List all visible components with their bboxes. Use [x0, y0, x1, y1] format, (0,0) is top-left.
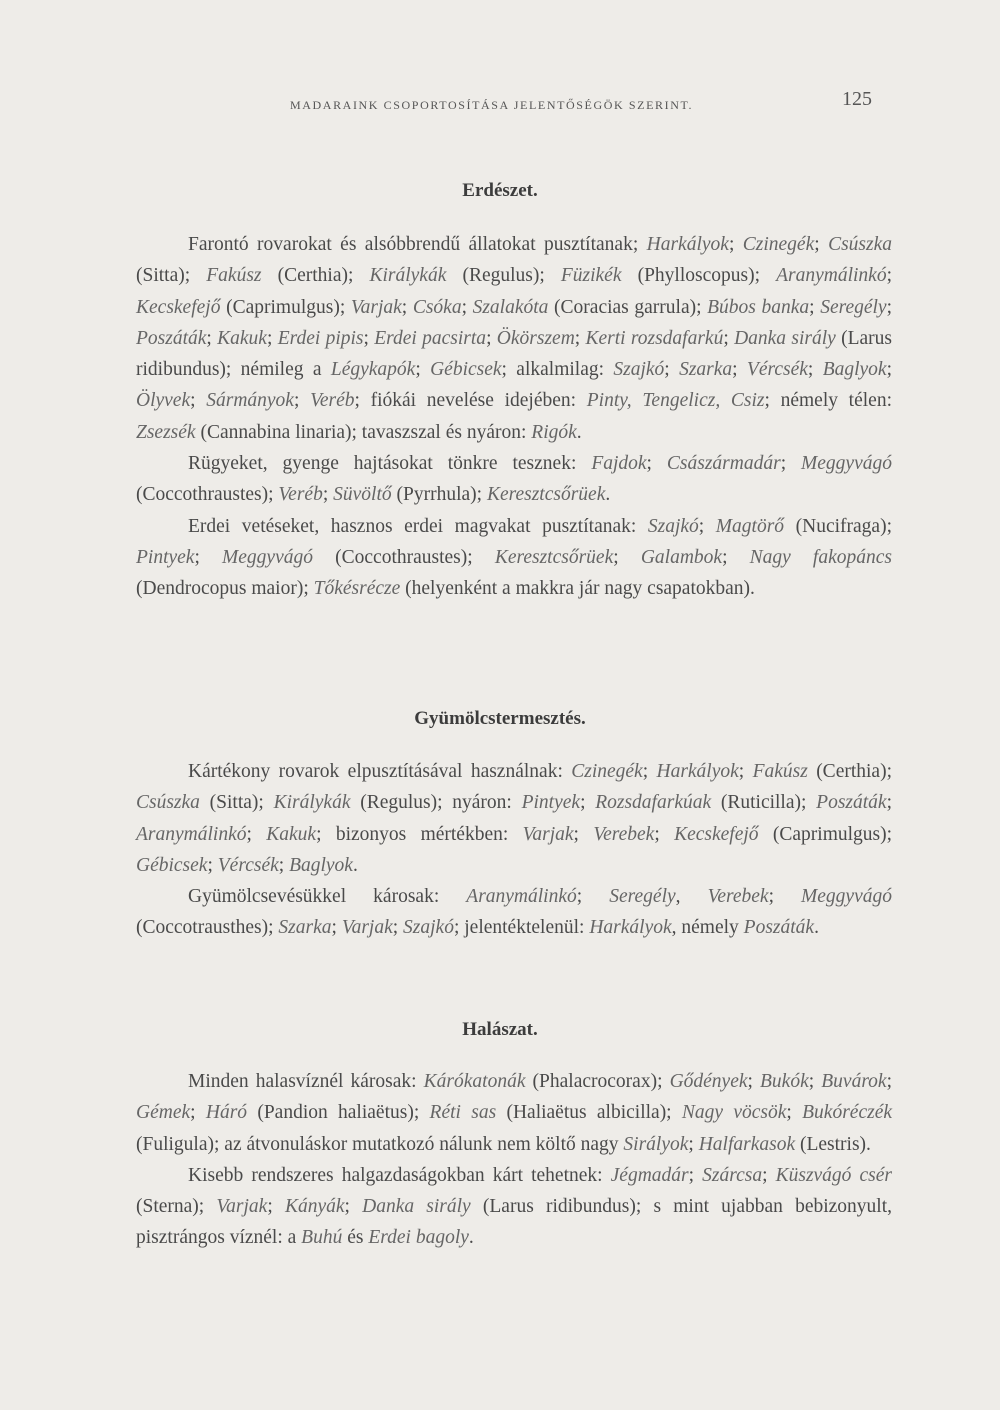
body-text: (Ruticilla);: [711, 792, 817, 814]
species-name: Poszáták: [743, 917, 815, 939]
body-text: Kisebb rendszeres halgazdaságokban kárt tehetnek:: [188, 1164, 611, 1186]
species-name: Pinty, Tengelicz, Csiz: [586, 390, 765, 412]
section-heading-erdeszet: Erdészet.: [462, 180, 538, 201]
body-text: Rügyeket, gyenge hajtásokat tönkre tesznek:: [188, 453, 592, 475]
body-text: ;: [363, 327, 375, 349]
species-name: Czinegék: [571, 761, 643, 782]
species-name: Keresztcsőrüek: [486, 484, 606, 506]
species-name: Nagy fakopáncs: [749, 546, 892, 568]
body-text: Minden halasvíznél károsak:: [188, 1071, 424, 1092]
body-text: (Pandion haliaëtus);: [247, 1102, 430, 1124]
body-text: (Coccothraustes);: [136, 484, 279, 506]
species-name: Bukók: [760, 1071, 809, 1092]
species-name: Háró: [205, 1102, 248, 1124]
species-name: Rozsdafarkúak: [595, 792, 712, 814]
body-text: ;: [664, 359, 680, 381]
species-name: Vércsék: [746, 359, 808, 381]
body-text: ;: [814, 234, 829, 255]
body-text: ;: [688, 1164, 703, 1186]
body-text: ,: [675, 886, 708, 908]
body-text: ;: [293, 390, 311, 412]
body-text: ;: [278, 854, 290, 876]
species-name: Vércsék: [217, 854, 279, 876]
body-text: ;: [322, 484, 334, 506]
species-name: Fajdok: [591, 453, 647, 475]
species-name: Halfarkasok: [698, 1133, 796, 1155]
species-name: Buhú: [301, 1227, 343, 1249]
body-text: ;: [780, 453, 802, 475]
species-name: Csúszka: [136, 792, 200, 814]
species-name: Verebek: [707, 886, 769, 908]
body-text: (Larus ridibundus); s mint ujabban bebizonyult, pisztrángos víznél: a: [136, 1196, 893, 1249]
body-text: ;: [768, 886, 802, 908]
body-text: ;: [886, 1071, 893, 1092]
body-text: ;: [886, 792, 893, 814]
species-name: Rigók: [531, 421, 577, 443]
species-name: Varjak: [522, 823, 574, 845]
section-heading-halaszat: Halászat.: [462, 1019, 538, 1040]
species-name: Varjak: [341, 917, 393, 939]
body-text: ;: [747, 1071, 761, 1092]
species-name: Poszáták: [816, 792, 887, 814]
species-name: Kányák: [284, 1196, 345, 1218]
species-name: Sármányok: [206, 390, 294, 412]
species-name: Keresztcsőrüek: [494, 546, 614, 568]
body-text: .: [814, 917, 819, 939]
species-name: Seregély: [820, 296, 887, 318]
body-text: ; jelentéktelenül:: [453, 917, 590, 939]
species-name: Buvárok: [821, 1071, 887, 1092]
body-text: ;: [574, 327, 586, 349]
body-text: (Certhia);: [807, 761, 892, 782]
species-name: Poszáták: [136, 327, 207, 349]
species-name: Harkályok: [656, 761, 739, 782]
species-name: Nagy vöcsök: [681, 1102, 787, 1124]
species-name: Zsezsék: [136, 421, 196, 443]
body-text: (Certhia);: [261, 265, 370, 287]
body-text: (Haliaëtus albicilla);: [496, 1102, 682, 1124]
species-name: Pintyek: [136, 546, 195, 568]
paragraph: [136, 229, 892, 448]
body-text: (Caprimulgus);: [220, 296, 351, 318]
species-name: Légykapók: [330, 359, 416, 381]
body-text: ;: [762, 1164, 776, 1186]
species-name: Szarka: [278, 917, 332, 939]
body-text: ;: [206, 327, 218, 349]
body-text: ;: [646, 453, 667, 475]
body-text: (Regulus);: [446, 265, 561, 287]
body-text: ;: [392, 917, 404, 939]
species-name: Kárókatonák: [423, 1071, 526, 1092]
species-name: Kerti rozsdafarkú: [585, 327, 724, 349]
body-text: (Sitta);: [199, 792, 274, 814]
paragraph: [136, 881, 892, 944]
body-text: ;: [415, 359, 431, 381]
body-text: ;: [246, 823, 267, 845]
body-text: ; alkalmilag:: [501, 359, 614, 381]
species-name: Kakuk: [217, 327, 267, 349]
species-name: Erdei pacsirta: [374, 327, 487, 349]
body-text: ;: [654, 823, 675, 845]
species-name: Sirályok: [623, 1133, 689, 1155]
species-name: Füzikék: [560, 265, 622, 287]
species-name: Gébicsek: [136, 854, 208, 876]
species-name: Seregély: [609, 886, 676, 908]
body-text: ;: [190, 390, 207, 412]
body-text: Farontó rovarokat és alsóbbrendű állatokat pusztítanak;: [188, 234, 647, 255]
body-text: (Larus ridibundus); némileg a: [136, 327, 892, 381]
body-text: ;: [886, 265, 892, 287]
body-text: (Coccotrausthes);: [136, 917, 279, 939]
body-text: ;: [266, 327, 278, 349]
species-name: Csóka: [412, 296, 462, 318]
body-text: (Phylloscopus);: [621, 265, 777, 287]
section-body-erdeszet: [136, 229, 892, 605]
body-text: ;: [786, 1102, 803, 1124]
species-name: Erdei bagoly: [368, 1227, 469, 1249]
species-name: Ölyvek: [136, 390, 191, 412]
body-text: (Nucifraga);: [784, 515, 892, 537]
body-text: ;: [190, 1102, 206, 1124]
body-text: (Phalacrocorax);: [525, 1071, 670, 1092]
body-text: Erdei vetéseket, hasznos erdei magvakat pusztítanak:: [188, 515, 648, 537]
species-name: Varjak: [350, 296, 402, 318]
body-text: ;: [886, 359, 892, 381]
body-text: ;: [576, 886, 610, 908]
body-text: ;: [461, 296, 473, 318]
body-text: (Coccothraustes);: [313, 546, 495, 568]
species-name: Tőkésrécze: [313, 578, 401, 600]
body-text: .: [352, 854, 358, 876]
section-heading-gyumolcstermesztes: Gyümölcstermesztés.: [414, 708, 586, 729]
species-name: Gémek: [136, 1102, 191, 1124]
species-name: Szajkó: [647, 515, 699, 537]
body-text: Kártékony rovarok elpusztításával használnak:: [188, 761, 572, 782]
body-text: ;: [194, 546, 223, 568]
species-name: Szajkó: [403, 917, 454, 939]
body-text: (Pyrrhula);: [391, 484, 487, 506]
species-name: Császármadár: [666, 453, 781, 475]
body-text: ;: [642, 761, 657, 782]
body-text: ;: [809, 296, 821, 318]
body-text: ;: [331, 917, 342, 939]
paragraph: [136, 1160, 892, 1254]
species-name: Galambok: [640, 546, 723, 568]
paragraph: [136, 511, 892, 605]
body-text: (Sterna);: [136, 1196, 217, 1218]
body-text: ;: [486, 327, 497, 349]
paragraph: [136, 1066, 892, 1160]
body-text: ;: [698, 515, 716, 537]
body-text: ; fiókái nevelése idejében:: [354, 390, 587, 412]
body-text: ;: [732, 359, 747, 381]
species-name: Erdei pipis: [277, 327, 364, 349]
species-name: Kecskefejő: [674, 823, 759, 845]
species-name: Danka sirály: [734, 327, 836, 349]
body-text: .: [468, 1227, 474, 1249]
species-name: Varjak: [216, 1196, 268, 1218]
body-text: ;: [728, 234, 743, 255]
body-text: (Coracias garrula);: [548, 296, 708, 318]
paragraph: [136, 756, 892, 881]
species-name: Verebek: [593, 823, 655, 845]
body-text: ;: [207, 854, 218, 876]
species-name: Fakúsz: [206, 265, 262, 287]
body-text: ; némely télen:: [764, 390, 892, 412]
species-name: Jégmadár: [610, 1164, 689, 1186]
species-name: Szalakóta: [472, 296, 549, 318]
species-name: Szajkó: [613, 359, 665, 381]
species-name: Gődények: [669, 1071, 748, 1092]
body-text: ;: [401, 296, 413, 318]
species-name: Királykák: [273, 792, 351, 814]
body-text: ;: [267, 1196, 285, 1218]
species-name: Csúszka: [828, 234, 892, 255]
body-text: ;: [808, 1071, 822, 1092]
species-name: Gébicsek: [430, 359, 502, 381]
species-name: Meggyvágó: [801, 453, 892, 475]
body-text: .: [605, 484, 611, 506]
paragraph: [136, 448, 892, 511]
species-name: Pintyek: [521, 792, 581, 814]
page-number: 125: [842, 88, 872, 110]
species-name: Kecskefejő: [136, 296, 221, 318]
body-text: .: [576, 421, 582, 443]
species-name: Harkályok: [646, 234, 729, 255]
body-text: (Sitta);: [136, 265, 207, 287]
species-name: Kakuk: [266, 823, 317, 845]
body-text: és: [342, 1227, 369, 1249]
body-text: ;: [722, 546, 750, 568]
species-name: Magtörő: [715, 515, 785, 537]
body-text: Gyümölcsevésükkel károsak:: [188, 886, 467, 908]
species-name: Búbos banka: [707, 296, 810, 318]
species-name: Aranymálinkó: [776, 265, 887, 287]
species-name: Baglyok: [822, 359, 887, 381]
body-text: ;: [886, 296, 893, 318]
section-body-halaszat: [136, 1066, 892, 1254]
species-name: Süvöltő: [333, 484, 392, 506]
species-name: Harkályok: [589, 917, 672, 939]
species-name: Czinegék: [742, 234, 815, 255]
body-text: ;: [807, 359, 823, 381]
body-text: (Fuligula); az átvonuláskor mutatkozó nálunk nem költő nagy: [136, 1133, 624, 1155]
body-text: , némely: [671, 917, 744, 939]
species-name: Fakúsz: [752, 761, 808, 782]
species-name: Aranymálinkó: [466, 886, 577, 908]
species-name: Danka sirály: [362, 1196, 471, 1218]
species-name: Meggyvágó: [801, 886, 892, 908]
body-text: (Lestris).: [795, 1133, 871, 1155]
species-name: Aranymálinkó: [136, 823, 247, 845]
species-name: Ökörszem: [496, 327, 575, 349]
body-text: ;: [613, 546, 641, 568]
species-name: Szárcsa: [702, 1164, 763, 1186]
species-name: Királykák: [369, 265, 447, 287]
body-text: ;: [580, 792, 596, 814]
species-name: Veréb: [310, 390, 355, 412]
body-text: (Caprimulgus);: [758, 823, 893, 845]
body-text: (Cannabina linaria); tavaszszal és nyáron:: [195, 421, 532, 443]
body-text: (Regulus); nyáron:: [350, 792, 522, 814]
species-name: Meggyvágó: [222, 546, 313, 568]
body-text: ;: [688, 1133, 699, 1155]
body-text: ;: [723, 327, 735, 349]
species-name: Küszvágó csér: [775, 1164, 892, 1186]
species-name: Szarka: [679, 359, 733, 381]
species-name: Bukóréczék: [802, 1102, 893, 1124]
body-text: (helyenként a makkra jár nagy csapatokban).: [400, 578, 755, 600]
body-text: ;: [738, 761, 753, 782]
section-body-gyumolcstermesztes: [136, 756, 892, 944]
species-name: Baglyok: [289, 854, 353, 876]
body-text: ;: [573, 823, 594, 845]
running-header: MADARAINK CSOPORTOSÍTÁSA JELENTŐSÉGÖK SZERINT.: [290, 98, 694, 112]
body-text: (Dendrocopus maior);: [136, 578, 314, 600]
species-name: Réti sas: [429, 1102, 497, 1124]
body-text: ; bizonyos mértékben:: [316, 823, 523, 845]
species-name: Veréb: [278, 484, 323, 506]
body-text: ;: [344, 1196, 363, 1218]
